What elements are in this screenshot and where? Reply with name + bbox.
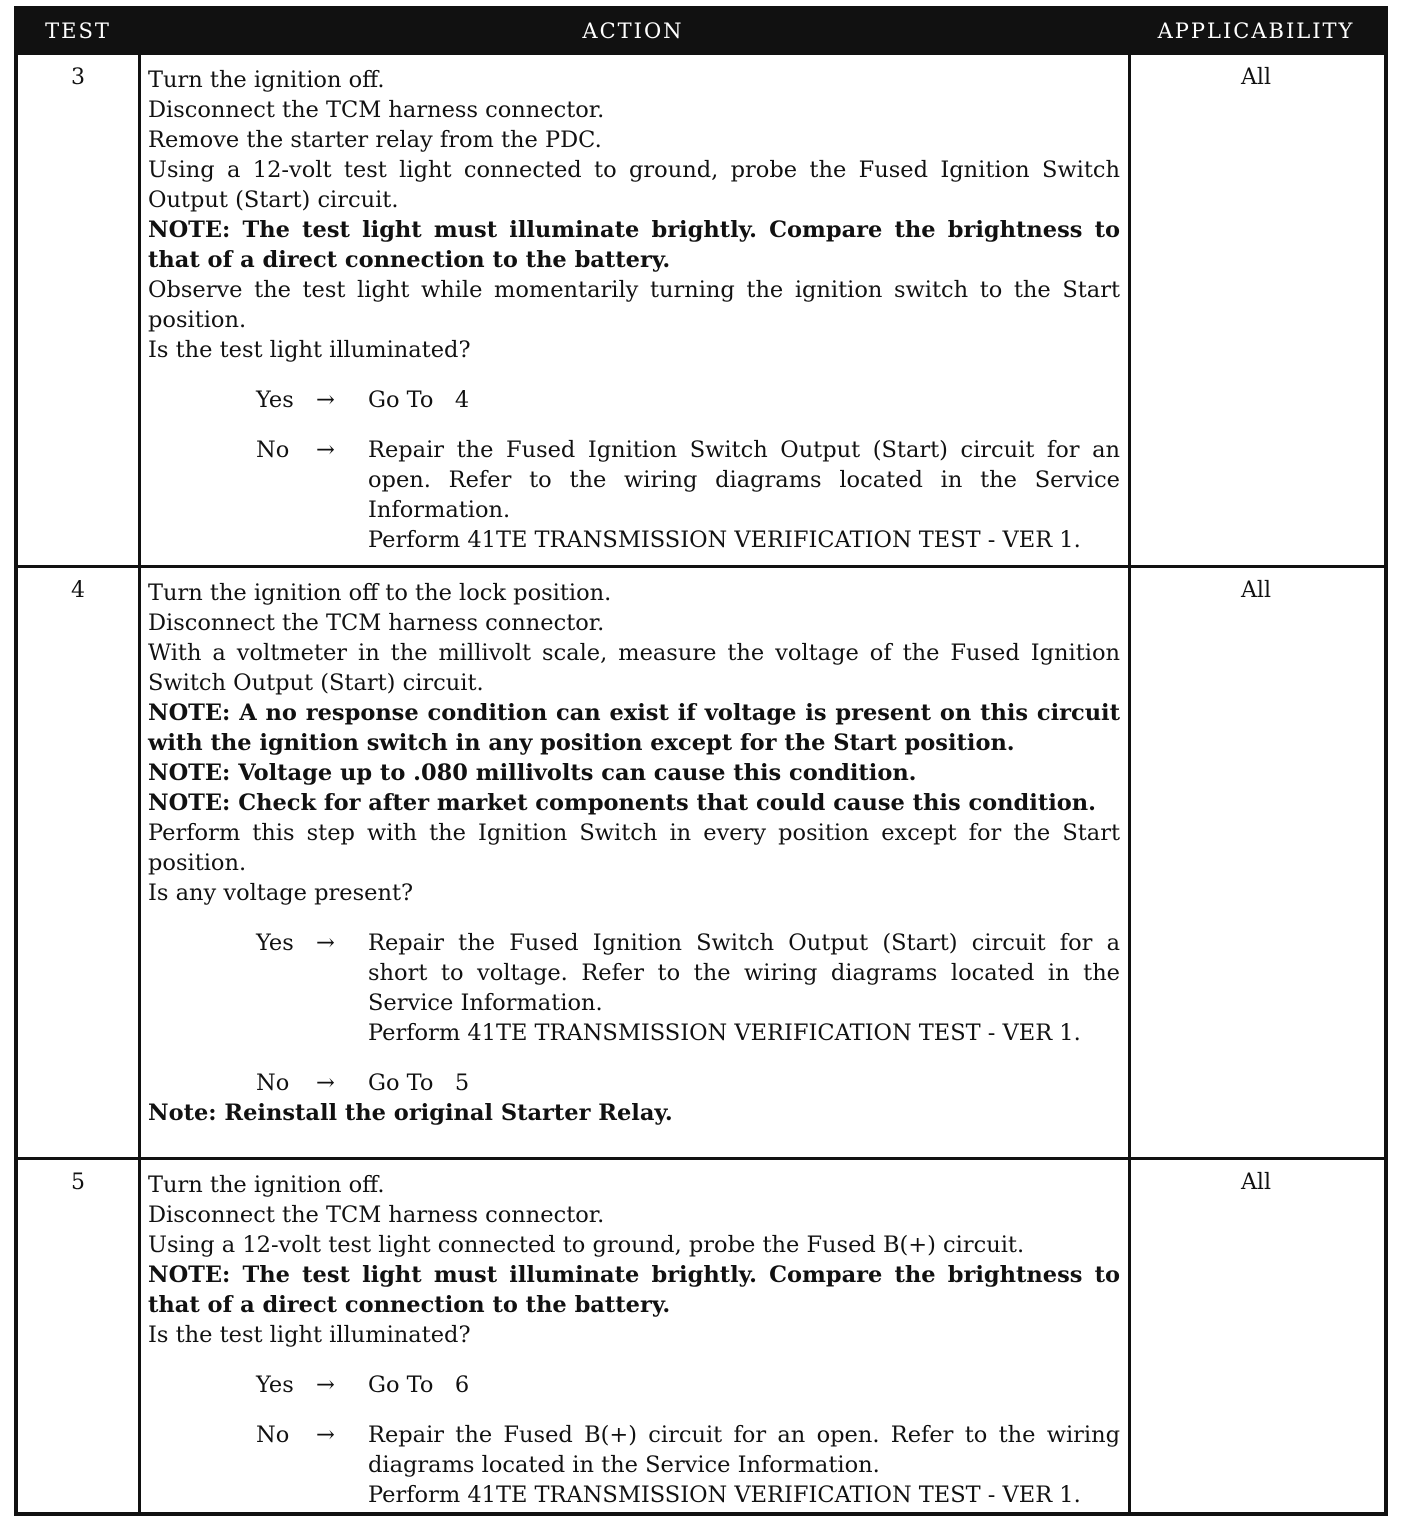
applicability-value: All [1241,65,1271,90]
no-result-verification: Perform 41TE TRANSMISSION VERIFICATION TEST - VER 1. [368,527,1081,553]
table-row [18,1157,1384,1512]
arrow-icon: → [316,1070,335,1096]
step-text: Is the test light illuminated? [148,337,471,363]
arrow-icon: → [316,387,335,413]
no-result: Repair the Fused Ignition Switch Output (Start) circuit for an open. Refer to the wiring diagrams located in the Service Information. [368,437,1120,523]
arrow-icon: → [316,930,335,956]
yes-result: Repair the Fused Ignition Switch Output (Start) circuit for a short to voltage. Refer to the wiring diagrams located in the Service Information. [368,930,1120,1016]
test-number: 4 [71,578,85,603]
step-text: With a voltmeter in the millivolt scale, measure the voltage of the Fused Ignition Switch Output (Start) circuit. [148,640,1120,696]
step-text: Using a 12-volt test light connected to ground, probe the Fused Ignition Switch Output (Start) circuit. [148,157,1120,213]
table-row [18,52,1384,565]
step-text: Perform this step with the Ignition Switch in every position except for the Start position. [148,820,1120,876]
note-text: NOTE: Voltage up to .080 millivolts can cause this condition. [148,760,917,786]
test-number: 5 [71,1170,85,1195]
header-test: TEST [45,19,111,43]
arrow-icon: → [316,437,335,463]
no-answer [148,1420,1120,1510]
diagnostic-table [14,6,1388,1516]
yes-result-verification: Perform 41TE TRANSMISSION VERIFICATION TEST - VER 1. [368,1020,1081,1046]
step-text: Observe the test light while momentarily turning the ignition switch to the Start position. [148,277,1120,333]
yes-result: Go To 4 [368,387,470,413]
arrow-icon: → [316,1422,335,1448]
no-result: Repair the Fused B(+) circuit for an open. Refer to the wiring diagrams located in the Service Information. [368,1422,1120,1478]
step-text: Is the test light illuminated? [148,1322,471,1348]
final-note: Note: Reinstall the original Starter Relay. [148,1100,673,1126]
no-label: No [256,437,290,463]
test-number: 3 [71,65,85,90]
action-cell [148,65,1120,555]
step-text: Disconnect the TCM harness connector. [148,97,605,123]
note-text: NOTE: The test light must illuminate brightly. Compare the brightness to that of a direct connection to the battery. [148,217,1120,273]
applicability-value: All [1241,578,1271,603]
step-text: Turn the ignition off. [148,1172,385,1198]
yes-label: Yes [256,930,294,956]
yes-answer [148,385,1120,415]
step-text: Turn the ignition off. [148,67,385,93]
yes-answer [148,928,1120,1048]
no-label: No [256,1422,290,1448]
no-label: No [256,1070,290,1096]
no-answer [148,435,1120,555]
note-text: NOTE: Check for after market components that could cause this condition. [148,790,1096,816]
table-header [18,10,1384,52]
note-text: NOTE: A no response condition can exist if voltage is present on this circuit with the ignition switch in any position except for the Start position. [148,700,1120,756]
step-text: Is any voltage present? [148,880,414,906]
step-text: Turn the ignition off to the lock position. [148,580,612,606]
no-result-verification: Perform 41TE TRANSMISSION VERIFICATION TEST - VER 1. [368,1482,1081,1508]
no-result: Go To 5 [368,1070,470,1096]
step-text: Disconnect the TCM harness connector. [148,610,605,636]
note-text: NOTE: The test light must illuminate brightly. Compare the brightness to that of a direct connection to the battery. [148,1262,1120,1318]
action-cell [148,1170,1120,1510]
yes-label: Yes [256,1372,294,1398]
table-row [18,565,1384,1157]
step-text: Disconnect the TCM harness connector. [148,1202,605,1228]
step-text: Using a 12-volt test light connected to ground, probe the Fused B(+) circuit. [148,1232,1025,1258]
action-cell [148,578,1120,1128]
yes-label: Yes [256,387,294,413]
no-answer [148,1068,1120,1098]
step-text: Remove the starter relay from the PDC. [148,127,602,153]
yes-result: Go To 6 [368,1372,470,1398]
header-action: ACTION [582,19,684,43]
yes-answer [148,1370,1120,1400]
arrow-icon: → [316,1372,335,1398]
applicability-value: All [1241,1170,1271,1195]
header-applicability: APPLICABILITY [1157,19,1355,43]
